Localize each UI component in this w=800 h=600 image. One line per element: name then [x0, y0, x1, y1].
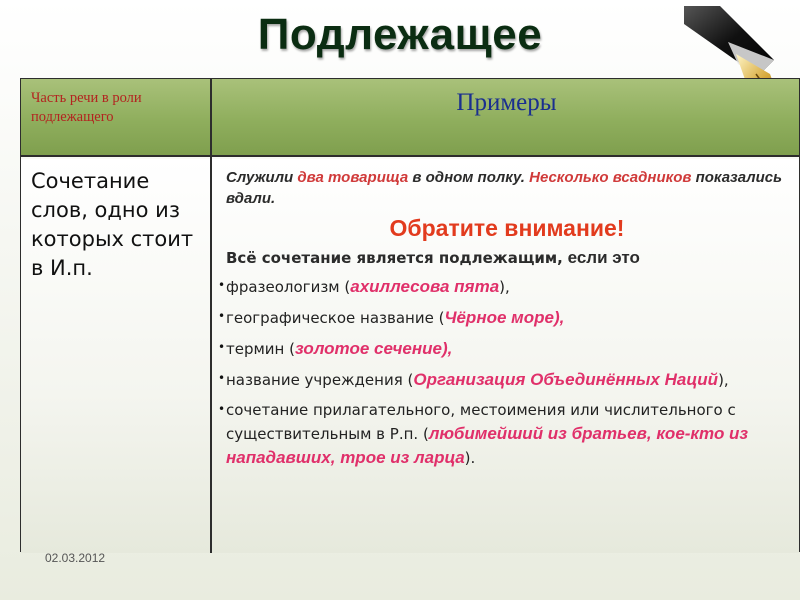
- list-item-text: термин (: [226, 340, 295, 358]
- attention-heading: Обратите внимание!: [389, 215, 625, 241]
- list-item: [218, 275, 796, 299]
- list-item-example: ахиллесова пята: [350, 277, 500, 296]
- slide-date: 02.03.2012: [45, 551, 106, 565]
- rule-suffix: если это: [562, 248, 640, 267]
- list-item: [218, 399, 796, 470]
- list-item-text: сочетание прилагательного, местоимения или числительного с существительным в Р.п. (: [226, 401, 736, 443]
- rule-prefix: Всё сочетание является подлежащим,: [226, 249, 563, 267]
- list-item-text: фразеологизм (: [226, 278, 351, 296]
- example-text: в одном полку.: [408, 169, 530, 186]
- list-item-example: любимейший из братьев, кое-кто из нападавших, трое из ларца: [226, 424, 749, 467]
- bullet-dot-icon: •: [218, 309, 226, 323]
- bullet-dot-icon: •: [218, 402, 226, 416]
- header-examples: Примеры: [456, 89, 557, 116]
- list-item-tail: ),: [718, 371, 729, 389]
- list-item: [218, 337, 796, 361]
- bullet-dot-icon: •: [218, 278, 226, 292]
- example-highlight: два товарища: [297, 169, 409, 186]
- list-item-text: название учреждения (: [226, 371, 414, 389]
- cell-examples: [218, 167, 796, 470]
- list-item: [218, 368, 796, 392]
- bullet-dot-icon: •: [218, 340, 226, 354]
- list-item-tail: ).: [464, 449, 476, 467]
- header-part-of-speech: Часть речи в роли подлежащего: [31, 90, 142, 125]
- column-divider: [210, 79, 212, 553]
- rule-statement: [218, 248, 796, 268]
- slide-title: Подлежащее: [257, 10, 543, 59]
- list-item-text: географическое название (: [226, 309, 445, 327]
- cell-word-combination: Сочетание слов, одно из которых стоит в И.п.: [31, 169, 194, 280]
- list-item-example: Чёрное море),: [444, 308, 565, 327]
- list-item-example: Организация Объединённых Наций: [413, 370, 719, 389]
- example-text: показались вдали.: [226, 169, 782, 207]
- list-item-tail: ),: [499, 278, 510, 296]
- example-highlight: Несколько всадников: [529, 169, 692, 186]
- rule-table: [20, 78, 800, 552]
- example-text: Служили: [226, 169, 298, 186]
- list-item-example: золотое сечение),: [294, 339, 453, 358]
- list-item: [218, 306, 796, 330]
- bullet-dot-icon: •: [218, 371, 226, 385]
- example-sentences: [218, 167, 796, 209]
